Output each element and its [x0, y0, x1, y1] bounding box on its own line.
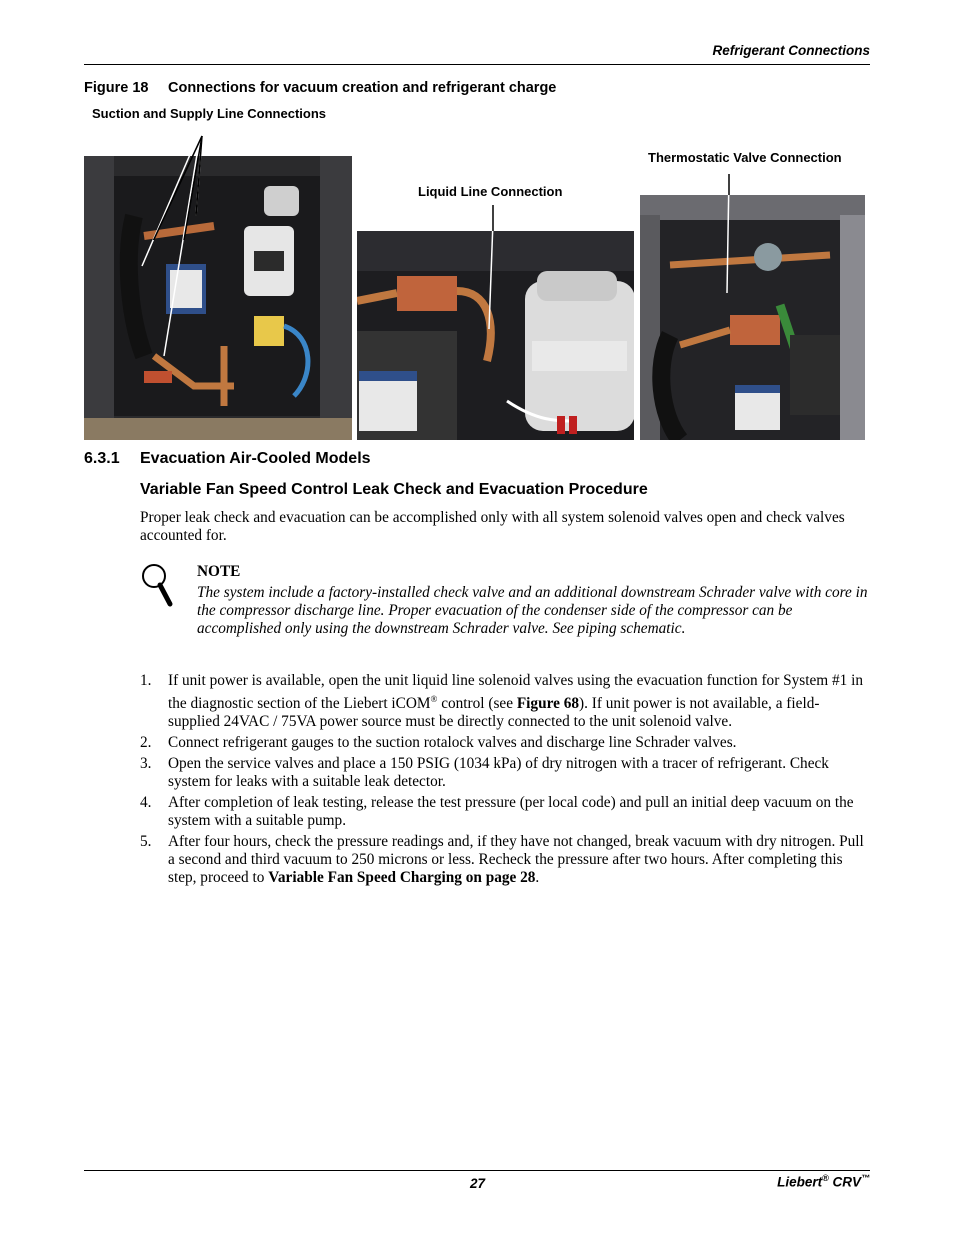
step-item: 1. If unit power is available, open the unit liquid line solenoid valves using the evacuation function for System #1 in the diagnostic section of the Liebert iCOM® control (see Figure 68). If unit power is not available, a field-supplied 24VAC / 75VA power source must be directly connected to the unit solenoid valve. — [140, 672, 864, 731]
note-label: NOTE — [197, 563, 241, 580]
note-text: The system include a factory-installed check valve and an additional downstream Schrader valve with core in the compressor discharge line. Proper evacuation of the condenser side of the compressor can be accomplished only using the downstream Schrader valve. See piping schematic. — [197, 584, 868, 637]
figure-title: Connections for vacuum creation and refrigerant charge — [168, 80, 557, 96]
figure-number: Figure 18 — [84, 80, 149, 96]
magnifier-icon — [140, 562, 174, 613]
step-item: 4. After completion of leak testing, release the test pressure (per local code) and pull an initial deep vacuum on the system with a suitable pump. — [140, 794, 854, 830]
figure-68-link[interactable]: Figure 68 — [516, 695, 580, 713]
footer-brand: Liebert® CRV™ — [777, 1173, 870, 1190]
section-number: 6.3.1 — [84, 450, 120, 467]
callout-leader-lines — [0, 0, 954, 240]
step-item: 2. Connect refrigerant gauges to the suction rotalock valves and discharge line Schrader valves. — [140, 734, 737, 752]
callout-liquid-line: Liquid Line Connection — [418, 184, 563, 199]
footer-rule — [84, 1170, 870, 1171]
running-header: Refrigerant Connections — [712, 43, 870, 58]
section-title: Evacuation Air-Cooled Models — [140, 450, 371, 467]
callout-thermostatic-valve: Thermostatic Valve Connection — [648, 150, 842, 165]
photo-liquid-line — [357, 231, 634, 440]
step-item: 5. After four hours, check the pressure readings and, if they have not changed, break vacuum with dry nitrogen. Pull a second and third vacuum to 250 microns or less. Recheck the pressure after two hours. After completing this step, proceed to Variable Fan Speed Charging on page 28. — [140, 833, 864, 887]
charging-page-link[interactable]: Variable Fan Speed Charging on page 28 — [268, 869, 536, 887]
step-item: 3. Open the service valves and place a 150 PSIG (1034 kPa) of dry nitrogen with a tracer of refrigerant. Check system for leaks with a suitable leak detector. — [140, 755, 829, 791]
subsection-heading: Variable Fan Speed Control Leak Check and Evacuation Procedure — [140, 481, 648, 498]
page-number: 27 — [470, 1176, 486, 1191]
section-heading — [84, 450, 371, 468]
procedure-steps — [140, 672, 870, 890]
intro-paragraph: Proper leak check and evacuation can be accomplished only with all system solenoid valves open and check valves accounted for. — [140, 509, 845, 544]
callout-suction-supply: Suction and Supply Line Connections — [92, 106, 327, 121]
